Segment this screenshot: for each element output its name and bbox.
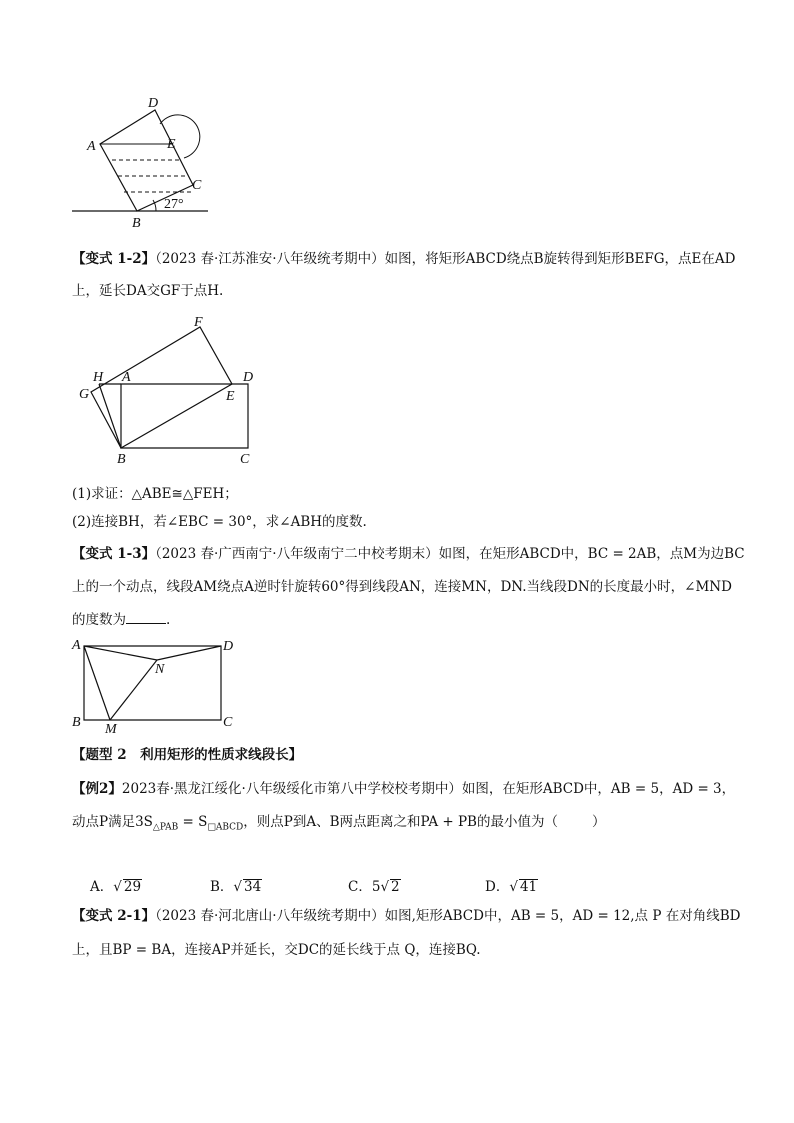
angle-label: 27° (164, 197, 184, 212)
variant-2-1-line-2: 上，且BP = BA，连接AP并延长，交DC的延长线于点 Q，连接BQ. (72, 942, 481, 958)
segment-ND (157, 646, 221, 660)
variant-2-1-line-1 (72, 906, 741, 926)
section-heading: 【题型 2 利用矩形的性质求线段长】 (72, 747, 303, 763)
segment-HB (99, 384, 121, 448)
example-text: 如图，在矩形ABCD中，AB = 5，AD = 3， (461, 781, 736, 797)
variant-source: （2023 春·江苏淮安·八年级统考期中） (155, 251, 385, 267)
rotation-arc (160, 115, 200, 158)
example-2-line-2 (72, 812, 732, 838)
variant-1-3-line-1 (72, 544, 745, 564)
variant-tag: 【变式 1-2】 (72, 251, 156, 267)
label-A: A (72, 638, 81, 653)
example-text-cont: 动点P满足3S (72, 814, 153, 830)
segment-AN (84, 646, 157, 660)
option-radicand: 41 (519, 879, 538, 895)
subscript-abcd: □ABCD (207, 822, 244, 833)
variant-1-2-line-1 (72, 249, 736, 269)
variant-tag: 【变式 1-3】 (72, 546, 156, 562)
question-1: (1)求证：△ABE≅△FEH； (72, 486, 238, 502)
segment-MN (110, 660, 157, 720)
example-tag: 【例2】 (72, 781, 122, 797)
option-coef: 5 (371, 879, 381, 895)
answer-blank[interactable] (126, 609, 166, 624)
subscript-pab: △PAB (152, 822, 179, 833)
label-G: G (79, 387, 90, 402)
label-F: F (194, 315, 203, 330)
variant-1-2-line-2 (72, 281, 732, 301)
variant-source: （2023 春·广西南宁·八年级南宁二中校考期末） (155, 546, 439, 562)
variant-text-cont: 的度数为 (72, 612, 126, 628)
label-E: E (226, 389, 235, 404)
label-B: B (117, 452, 126, 467)
question-2: (2)连接BH，若∠EBC = 30°，求∠ABH的度数. (72, 514, 367, 530)
label-D: D (148, 96, 159, 111)
rect-ABCD (84, 646, 221, 720)
figure-rotated-rectangle (74, 312, 264, 468)
label-E: E (167, 137, 176, 152)
option-label: C． (348, 879, 372, 895)
label-C: C (223, 715, 233, 730)
option-c[interactable]: C．5√ 2 (348, 879, 400, 895)
label-M: M (105, 722, 117, 734)
label-D: D (243, 370, 254, 385)
period: . (166, 612, 171, 628)
option-label: B． (210, 879, 234, 895)
option-radicand: 2 (391, 879, 400, 895)
variant-1-3-line-2: 上的一个动点，线段AM绕点A逆时针旋转60°得到线段AN，连接MN，DN.当线段DN的长度最小时，∠MND (72, 579, 732, 595)
label-A: A (87, 139, 96, 154)
label-N: N (155, 662, 165, 677)
segment-AM (84, 646, 110, 720)
label-D: D (223, 639, 234, 654)
close-paren: ） (591, 814, 606, 830)
option-label: A． (90, 879, 114, 895)
variant-1-3-line-3 (72, 609, 732, 630)
option-d[interactable]: D．√ 41 (485, 879, 538, 895)
variant-text: 如图，在矩形ABCD中，BC = 2AB，点M为边BC (438, 546, 745, 562)
option-radicand: 34 (244, 879, 262, 895)
option-label: D． (485, 879, 510, 895)
variant-source: （2023 春·河北唐山·八年级统考期中） (155, 908, 385, 924)
label-C: C (240, 452, 250, 467)
figure-rectangle-mn (68, 634, 248, 734)
option-a[interactable]: A．√ 29 (90, 879, 142, 895)
label-A: A (122, 370, 131, 385)
example-2-line-1 (72, 779, 736, 799)
rect-BEFG (91, 327, 232, 448)
label-H: H (93, 370, 104, 385)
option-b[interactable]: B．√ 34 (210, 879, 262, 895)
option-radicand: 29 (123, 879, 142, 895)
example-text-eq: = S (178, 814, 208, 830)
angle-arc (153, 200, 156, 211)
variant-tag: 【变式 2-1】 (72, 908, 156, 924)
figure-tilted-container (60, 96, 220, 236)
label-C: C (192, 178, 202, 193)
variant-text: 如图，将矩形ABCD绕点B旋转得到矩形BEFG，点E在AD (384, 251, 736, 267)
variant-text-cont: 上，延长DA交GF于点H. (72, 283, 224, 299)
example-text-tail: ，则点P到A、B两点距离之和PA + PB的最小值为（ (243, 814, 558, 830)
label-B: B (72, 715, 81, 730)
example-source: 2023春·黑龙江绥化·八年级绥化市第八中学校校考期中） (121, 781, 462, 797)
label-B: B (132, 216, 141, 231)
variant-text: 如图,矩形ABCD中，AB = 5，AD = 12,点 P 在对角线BD (384, 908, 741, 924)
